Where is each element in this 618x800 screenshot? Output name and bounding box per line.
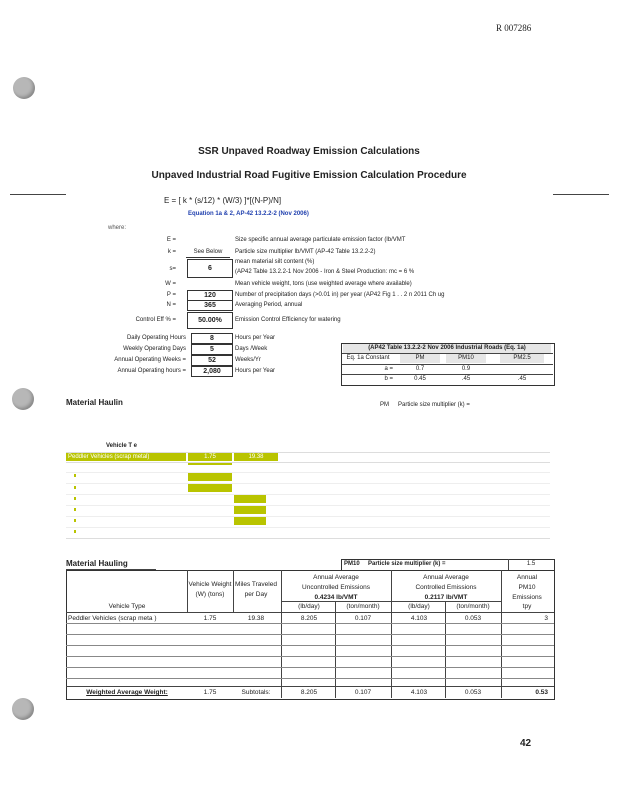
def-symbol-daily: Daily Operating Hours	[126, 335, 186, 341]
k-row-a-pm10: 0.9	[461, 366, 471, 372]
row-controlled-ton-month: 0.053	[464, 615, 482, 622]
subtotal-controlled-ton-month: 0.053	[464, 689, 482, 696]
row-uncontrolled-lb-day: 8.205	[300, 615, 318, 622]
def-desc-control: Emission Control Efficiency for watering	[235, 317, 341, 323]
section2-pm-label: PM10	[344, 561, 360, 567]
annual-header-3: Emissions	[512, 594, 542, 601]
k-header-pm: PM	[400, 354, 440, 363]
k-row-label: b =	[384, 376, 393, 382]
section1-pm-label: PM	[380, 402, 389, 408]
controlled-header-2: Controlled Emissions	[415, 584, 477, 591]
k-row-label: a =	[384, 366, 393, 372]
controlled-factor: 0.2117 lb/VMT	[424, 594, 468, 601]
def-symbol-s: s=	[169, 266, 176, 272]
page-number: 42	[520, 738, 532, 749]
section2-k-value: 1.5	[526, 561, 536, 567]
k-header-constant: Eq. 1a Constant	[346, 355, 390, 361]
margin-mark-left	[10, 194, 66, 195]
def-desc-p: Number of precipitation days (>0.01 in) per year (AP42 Fig 1 . . 2 n 2011 Ch ug	[235, 292, 445, 298]
def-desc-k: Particle size multiplier lb/VMT (AP-42 Table 13.2.2-2)	[235, 249, 376, 255]
col-miles-traveled: Miles Traveled per Day	[235, 581, 277, 598]
def-desc-weekly: Days /Week	[235, 346, 268, 352]
subtotals-label: Subtotals:	[241, 689, 271, 696]
section1-pm-note: Particle size multiplier (k) =	[398, 402, 470, 408]
def-symbol-control: Control Eff % =	[135, 317, 176, 323]
weighted-average-label: Weighted Average Weight:	[86, 689, 168, 696]
col-uncontrolled-lb-day: (lb/day)	[298, 603, 320, 610]
row-vehicle-type: Peddler Vehicles (scrap meta )	[68, 615, 157, 622]
k-row-b-pm10: .45	[461, 376, 471, 382]
document-id: R 007286	[496, 23, 532, 33]
def-value-control: 50.00%	[187, 312, 233, 329]
col-tpy: tpy	[522, 603, 532, 610]
k-row-b-pm25: .45	[517, 376, 527, 382]
k-header-pm25: PM2.5	[500, 354, 544, 363]
section1-vehicle-type-label: Vehicle T e	[106, 443, 138, 449]
k-row-b-pm: 0.45	[414, 376, 426, 382]
page-title: SSR Unpaved Roadway Emission Calculations	[198, 146, 420, 157]
annual-header-2: PM10	[518, 584, 536, 591]
def-value-s: 6	[187, 259, 233, 278]
def-symbol-w: W =	[165, 281, 176, 287]
row-miles: 19.38	[247, 615, 265, 622]
def-symbol-weekly: Weekly Operating Days	[123, 346, 186, 352]
def-symbol-k: k =	[167, 249, 176, 255]
subtotal-uncontrolled-ton-month: 0.107	[354, 689, 372, 696]
binder-hole-bottom	[12, 698, 34, 720]
def-symbol-n: N =	[166, 302, 176, 308]
weighted-average-weight: 1.75	[203, 689, 217, 696]
row-weight: 1.75	[203, 615, 217, 622]
section2-title: Material Hauling	[66, 559, 128, 568]
k-row-a-pm: 0.7	[415, 366, 425, 372]
def-symbol-e: E =	[166, 237, 176, 243]
def-value-daily: 8	[191, 333, 233, 344]
def-symbol-annual-hours: Annual Operating hours =	[117, 368, 186, 374]
def-value-p: 120	[187, 290, 233, 301]
section1-title: Material Haulin	[66, 398, 123, 407]
def-symbol-p: P =	[166, 292, 176, 298]
def-value-annual-weeks: 52	[191, 355, 233, 366]
subtotal-tpy: 0.53	[535, 689, 548, 696]
def-desc-annual-hours: Hours per Year	[235, 368, 276, 374]
page-subtitle: Unpaved Industrial Road Fugitive Emission Calculation Procedure	[151, 170, 467, 181]
col-controlled-lb-day: (lb/day)	[408, 603, 430, 610]
col-controlled-ton-month: (ton/month)	[456, 603, 490, 610]
section1-row-miles: 19.38	[248, 454, 264, 460]
col-vehicle-type: Vehicle Type	[108, 603, 146, 610]
section1-row-weight: 1.75	[204, 454, 216, 460]
def-symbol-annual-weeks: Annual Operating Weeks =	[114, 357, 186, 363]
col-uncontrolled-ton-month: (ton/month)	[346, 603, 380, 610]
subtotal-controlled-lb-day: 4.103	[410, 689, 428, 696]
k-header-pm10: PM10	[446, 354, 486, 363]
controlled-header-1: Annual Average	[423, 574, 469, 581]
def-desc-n: Averaging Period, annual	[235, 302, 303, 308]
annual-header-1: Annual	[516, 574, 538, 581]
subtotal-uncontrolled-lb-day: 8.205	[300, 689, 318, 696]
def-value-weekly: 5	[191, 344, 233, 355]
binder-hole-middle	[12, 388, 34, 410]
uncontrolled-factor: 0.4234 lb/VMT	[314, 594, 358, 601]
def-value-k: See Below	[186, 248, 230, 258]
uncontrolled-header-2: Uncontrolled Emissions	[302, 584, 370, 591]
k-table-title: (AP42 Table 13.2.2-2 Nov 2006 Industrial Roads (Eq. 1a)	[343, 344, 551, 353]
row-tpy: 3	[544, 615, 548, 622]
row-uncontrolled-ton-month: 0.107	[354, 615, 372, 622]
where-label: where:	[108, 225, 127, 231]
section1-row-type: Peddler Vehicles (scrap metal)	[68, 454, 150, 460]
def-value-n: 365	[187, 300, 233, 311]
binder-hole-top	[13, 77, 35, 99]
section2-pm-note: Particle size multiplier (k) =	[368, 561, 446, 567]
def-desc-annual-weeks: Weeks/Yr	[235, 357, 261, 363]
emission-equation: E = [ k * (s/12) * (W/3) ]*[(N-P)/N]	[164, 196, 282, 205]
def-desc-e: Size specific annual average particulate emission factor (lb/VMT	[235, 237, 406, 243]
col-vehicle-weight: Vehicle Weight (W) (tons)	[188, 581, 232, 598]
def-desc-w: Mean vehicle weight, tons (use weighted average where available)	[235, 281, 412, 287]
margin-mark-right	[553, 194, 609, 195]
equation-reference: Equation 1a & 2, AP-42 13.2.2-2 (Nov 2006)	[188, 211, 309, 217]
def-desc-s: mean material silt content (%)	[235, 259, 315, 265]
def-value-annual-hours: 2,080	[191, 366, 233, 377]
uncontrolled-header-1: Annual Average	[313, 574, 359, 581]
row-controlled-lb-day: 4.103	[410, 615, 428, 622]
def-desc-daily: Hours per Year	[235, 335, 276, 341]
def-desc-s-source: (AP42 Table 13.2.2-1 Nov 2006 - Iron & Steel Production: mc = 6 %	[235, 269, 415, 275]
